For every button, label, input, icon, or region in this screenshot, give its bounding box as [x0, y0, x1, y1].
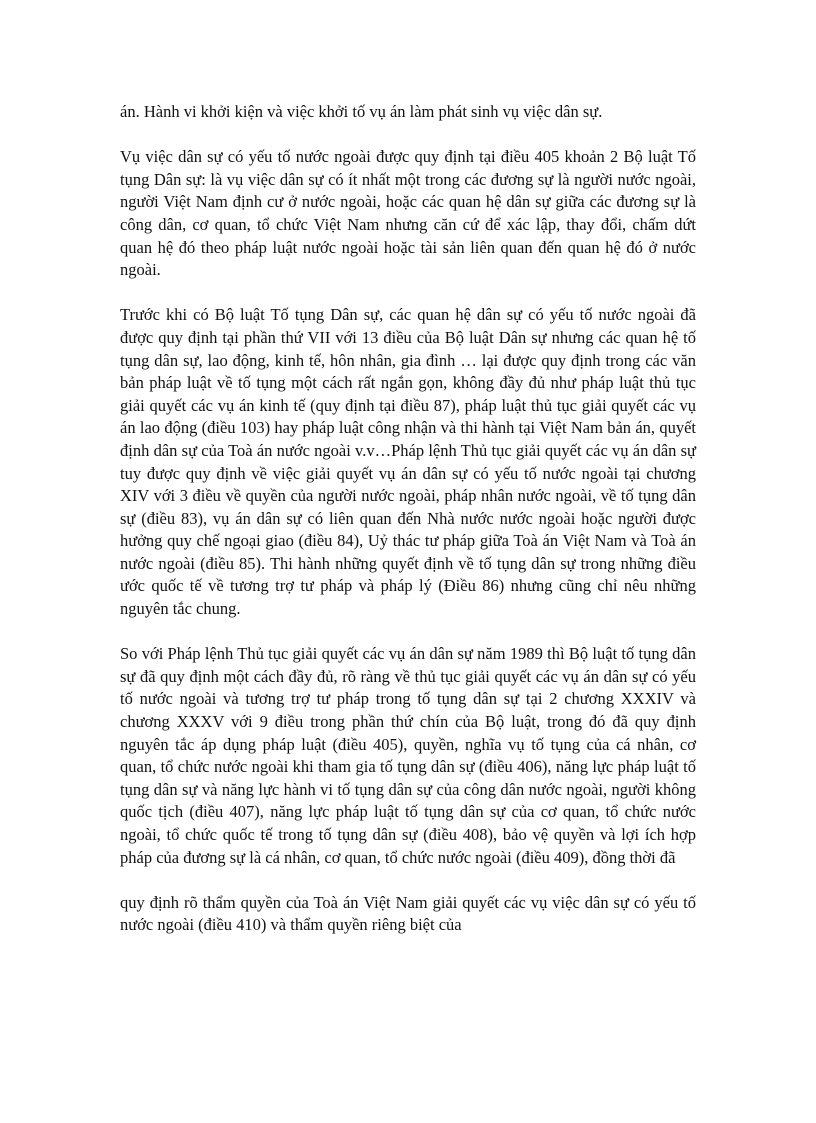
paragraph-5: quy định rõ thẩm quyền của Toà án Việt Nam giải quyết các vụ việc dân sự có yếu tố nước ngoài (điều 410) và thẩm quyền riêng biệt của [120, 892, 696, 935]
document-body [120, 101, 696, 960]
paragraph-3: Trước khi có Bộ luật Tố tụng Dân sự, các quan hệ dân sự có yếu tố nước ngoài đã được quy định tại phần thứ VII với 13 điều của Bộ luật Dân sự nhưng các quan hệ tố tụng dân sự, lao động, kinh tế, hôn nhân, gia đình … lại được quy định trong các văn bản pháp luật về tố tụng một cách rất ngắn gọn, không đầy đủ như pháp luật thủ tục giải quyết các vụ án kinh tế (quy định tại điều 87), pháp luật thủ tục giải quyết các vụ án lao động (điều 103) hay pháp luật công nhận và thi hành tại Việt Nam bản án, quyết định dân sự của Toà án nước ngoài v.v…Pháp lệnh Thủ tục giải quyết các vụ án dân sự tuy được quy định về việc giải quyết vụ án dân sự có yếu tố nước ngoài tại chương XIV với 3 điều về quyền của người nước ngoài, pháp nhân nước ngoài, về tố tụng dân sự (điều 83), vụ án dân sự có liên quan đến Nhà nước nước ngoài hoặc người được hưởng quy chế ngoại giao (điều 84), Uỷ thác tư pháp giữa Toà án Việt Nam và Toà án nước ngoài (điều 85). Thi hành những quyết định về tố tụng dân sự trong những điều ước quốc tế về tương trợ tư pháp và pháp lý (Điều 86) nhưng cũng chỉ nêu những nguyên tắc chung. [120, 305, 696, 619]
paragraph-4: So với Pháp lệnh Thủ tục giải quyết các vụ án dân sự năm 1989 thì Bộ luật tố tụng dân sự đã quy định một cách đầy đủ, rõ ràng về thủ tục giải quyết các vụ án dân sự có yếu tố nước ngoài và tương trợ tư pháp trong tố tụng dân sự tại 2 chương XXXIV và chương XXXV với 9 điều trong phần thứ chín của Bộ luật, trong đó đã quy định nguyên tắc áp dụng pháp luật (điều 405), quyền, nghĩa vụ tố tụng của cá nhân, cơ quan, tổ chức nước ngoài khi tham gia tố tụng dân sự (điều 406), năng lực pháp luật tố tụng dân sự và năng lực hành vi tố tụng dân sự của công dân nước ngoài, người không quốc tịch (điều 407), năng lực pháp luật tố tụng dân sự của cơ quan, tổ chức nước ngoài, tổ chức quốc tế trong tố tụng dân sự (điều 408), bảo vệ quyền và lợi ích hợp pháp của đương sự là cá nhân, cơ quan, tổ chức nước ngoài (điều 409), đồng thời đã [120, 644, 696, 867]
paragraph-1: án. Hành vi khởi kiện và việc khởi tố vụ án làm phát sinh vụ việc dân sự. [120, 102, 603, 121]
paragraph-2: Vụ việc dân sự có yếu tố nước ngoài được quy định tại điều 405 khoản 2 Bộ luật Tố tụng Dân sự: là vụ việc dân sự có ít nhất một trong các đương sự là người nước ngoài, người Việt Nam định cư ở nước ngoài, hoặc các quan hệ dân sự giữa các đương sự là công dân, cơ quan, tổ chức Việt Nam nhưng căn cứ để xác lập, thay đổi, chấm dứt quan hệ đó theo pháp luật nước ngoài hoặc tài sản liên quan đến quan hệ đó ở nước ngoài. [120, 147, 696, 280]
